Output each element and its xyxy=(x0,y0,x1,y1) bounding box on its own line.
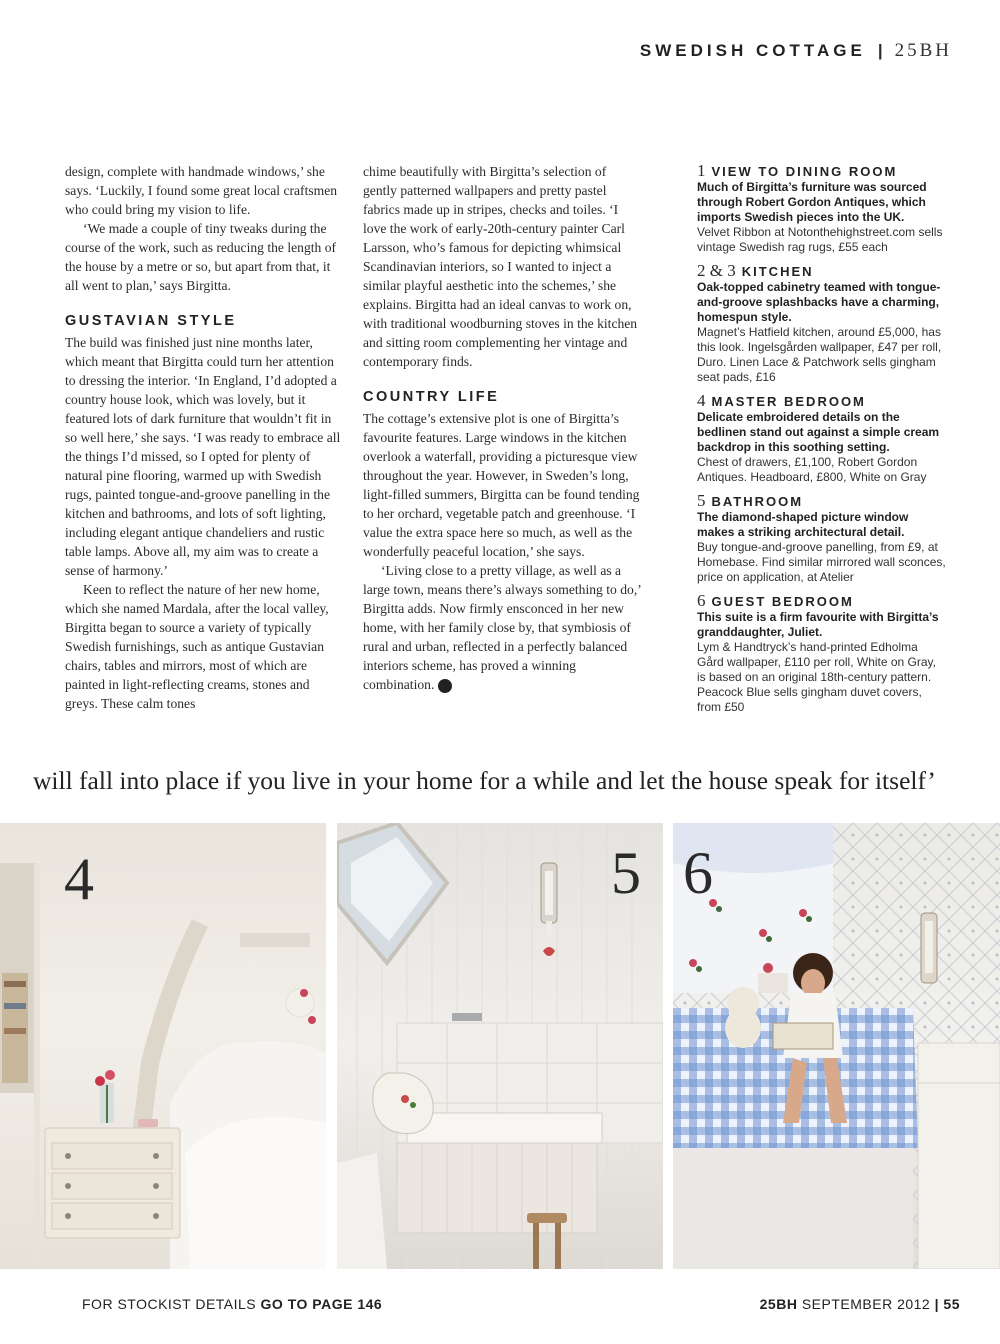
caption-body: Lym & Handtryck’s hand-printed Edholma Gård wallpaper, £110 per roll, White on Gray, is based on an original 18th-century pattern. Peacock Blue sells gingham duvet covers, from £50 xyxy=(697,640,937,714)
caption-lead: This suite is a firm favourite with Birgitta’s granddaughter, Juliet. xyxy=(697,610,939,639)
caption-body: Chest of drawers, £1,100, Robert Gordon Antiques. Headboard, £800, White on Gray xyxy=(697,455,927,484)
caption-title: KITCHEN xyxy=(741,264,814,279)
photo-captions xyxy=(697,163,947,723)
pull-quote: will fall into place if you live in your home for a while and let the house speak for itself’ xyxy=(33,766,936,795)
guest-bedroom-illustration xyxy=(673,823,1000,1269)
article-column-2 xyxy=(363,162,643,694)
caption-body: Buy tongue-and-groove panelling, from £9, at Homebase. Find similar mirrored wall sconces, price on application, at Atelier xyxy=(697,540,946,584)
paragraph: Keen to reflect the nature of her new home, which she named Mardala, after the local valley, Birgitta began to source a variety of typically Swedish furnishings, such as antique Gustavian chairs, tables and mirrors, most of which are painted in light-reflecting creams, stones and greys. These calm tones xyxy=(65,582,329,711)
paragraph: ‘We made a couple of tiny tweaks during the course of the work, such as reducing the length of the house by a metre or so, but apart from that, it all went to plan,’ says Birgitta. xyxy=(65,221,337,293)
page-number: 55 xyxy=(943,1296,960,1312)
caption-4 xyxy=(697,393,947,485)
caption-number: 6 xyxy=(697,591,706,610)
caption-2-3 xyxy=(697,263,947,385)
article-column-1 xyxy=(65,162,345,713)
caption-number: 1 xyxy=(697,161,706,180)
caption-lead: Oak-topped cabinetry teamed with tongue-and-groove splashbacks have a charming, homespun style. xyxy=(697,280,941,324)
photo-guest-bedroom xyxy=(673,823,1000,1269)
end-mark-icon: 25 xyxy=(438,679,452,693)
caption-lead: Delicate embroidered details on the bedlinen stand out against a simple cream backdrop in this soothing setting. xyxy=(697,410,940,454)
caption-5 xyxy=(697,493,947,585)
footer-magazine: 25BH xyxy=(759,1296,798,1312)
paragraph: design, complete with handmade windows,’ she says. ‘Luckily, I found some great local craftsmen who could bring my vision to life. xyxy=(65,164,338,217)
caption-6 xyxy=(697,593,947,715)
paragraph-text: ‘Living close to a pretty village, as well as a large town, means there’s always something to do,’ Birgitta adds. Now firmly ensconced in her new home, with her family close by, that symbiosis of rural and urban, reflected in a perfectly balanced interiors scheme, has proved a winning combination. xyxy=(363,563,641,692)
photo-number: 6 xyxy=(683,840,713,906)
caption-body: Velvet Ribbon at Notonthehighstreet.com sells vintage Swedish rag rugs, £55 each xyxy=(697,225,943,254)
photo-bathroom xyxy=(337,823,663,1269)
caption-title: BATHROOM xyxy=(711,494,804,509)
caption-lead: Much of Birgitta’s furniture was sourced through Robert Gordon Antiques, which imports Swedish pieces into the UK. xyxy=(697,180,927,224)
subheading-country-life: COUNTRY LIFE xyxy=(363,389,500,405)
stockist-footer xyxy=(82,1296,382,1312)
photo-number: 5 xyxy=(611,840,641,906)
photo-master-bedroom xyxy=(0,823,326,1269)
stockist-prefix: FOR STOCKIST DETAILS xyxy=(82,1296,257,1312)
page-footer xyxy=(760,1296,960,1312)
caption-number: 4 xyxy=(697,391,706,410)
magazine-name: 25BH xyxy=(894,40,952,61)
caption-title: MASTER BEDROOM xyxy=(711,394,866,409)
photo-number: 4 xyxy=(64,846,94,912)
caption-number: 5 xyxy=(697,491,706,510)
caption-1 xyxy=(697,163,947,255)
paragraph: The build was finished just nine months later, which meant that Birgitta could turn her attention to dressing the interior. ‘In England, I’d adopted a country house look, which was lovely, but it featured lots of dark furniture that wouldn’t fit in so well here,’ she says. ‘I was ready to embrace all the things I’d missed, so I opted for plenty of natural pine flooring, warmed up with Swedish rugs, painted tongue-and-groove panelling in the kitchen and bathrooms, and lots of soft lighting, including elegant antique chandeliers and rustic table lamps. Above all, my aim was to create a sense of harmony.’ xyxy=(65,335,341,578)
page-header xyxy=(640,40,952,62)
caption-body: Magnet’s Hatfield kitchen, around £5,000, has this look. Ingelsgården wallpaper, £47 per roll, Duro. Linen Lace & Patchwork sells gingham seat pads, £16 xyxy=(697,325,942,384)
paragraph: The cottage’s extensive plot is one of Birgitta’s favourite features. Large windows in the kitchen overlook a waterfall, providing a picturesque view throughout the year. However, in Sweden’s long, light-filled summers, Birgitta can be found tending to her orchard, vegetable patch and greenhouse. ‘I value the extra space here so much, as well as the wonderfully peaceful location,’ she says. xyxy=(363,411,640,559)
footer-issue: SEPTEMBER 2012 xyxy=(801,1296,931,1312)
caption-title: GUEST BEDROOM xyxy=(711,594,854,609)
stockist-page-link[interactable]: GO TO PAGE 146 xyxy=(260,1296,383,1312)
footer-separator: | xyxy=(934,1296,940,1312)
bedroom-illustration xyxy=(0,823,326,1269)
paragraph xyxy=(363,561,643,694)
caption-lead: The diamond-shaped picture window makes a striking architectural detail. xyxy=(697,510,909,539)
paragraph: chime beautifully with Birgitta’s selection of gently patterned wallpapers and pretty pastel fabrics made up in stripes, checks and toiles. ‘I love the work of early-20th-century painter Carl Larsson, who’s famous for depicting whimsical Scandinavian interiors, so I wanted to inject a similar playful aesthetic into the schemes,’ she explains. Birgitta had an ideal canvas to work on, with traditional woodburning stoves in the kitchen and sitting room complementing her vintage and contemporary finds. xyxy=(363,164,638,369)
header-separator: | xyxy=(877,41,883,60)
caption-title: VIEW TO DINING ROOM xyxy=(711,164,898,179)
section-title: SWEDISH COTTAGE xyxy=(639,41,866,60)
caption-number: 2 & 3 xyxy=(697,261,736,280)
subheading-gustavian-style: GUSTAVIAN STYLE xyxy=(65,313,237,329)
